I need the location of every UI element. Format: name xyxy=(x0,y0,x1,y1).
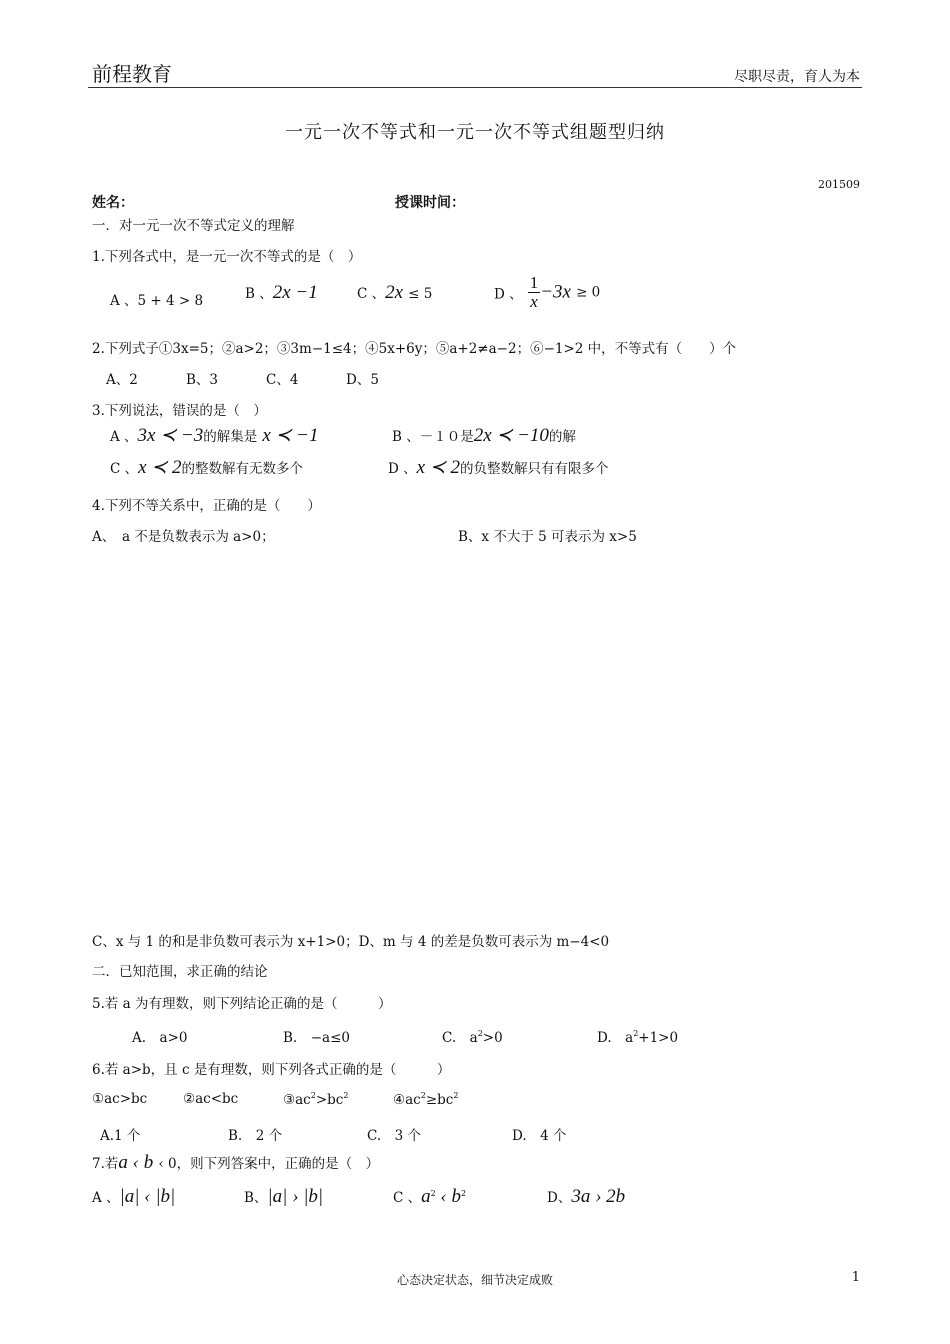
time-field-label: 授课时间： xyxy=(395,195,465,211)
header-motto: 尽职尽责，育人为本 xyxy=(734,69,860,85)
q5-stem: 5.若 a 为有理数，则下列结论正确的是（ ） xyxy=(92,996,392,1012)
q6-item-2: ②ac<bc xyxy=(183,1091,239,1107)
q4-option-a: A、 a 不是负数表示为 a>0； xyxy=(92,529,275,545)
q3-option-a-label: A 、 xyxy=(110,429,138,445)
q3-option-c-label: C 、 xyxy=(110,461,139,477)
q6-item-4-mid: ≥bc xyxy=(425,1092,454,1108)
q1-option-b-label: B 、 xyxy=(245,286,273,302)
q4-option-b: B、x 不大于 5 可表示为 x>5 xyxy=(458,529,637,545)
q1-option-c-rest: ≤ 5 xyxy=(408,286,433,302)
q3-option-c-rest: 的整数解有无数多个 xyxy=(181,461,303,477)
q7-option-c-label: C 、 xyxy=(393,1190,422,1206)
q5-option-c-exponent: 2 xyxy=(477,1029,483,1038)
section-2-heading: 二．已知范围，求正确的结论 xyxy=(92,964,268,980)
q1-option-b xyxy=(245,282,318,304)
q3-option-a-math: 3x ≺ −3 xyxy=(137,425,204,446)
q7-option-c-math-mid: ‹ b xyxy=(435,1186,462,1207)
header-divider xyxy=(88,87,862,88)
q1-option-a: A 、5 + 4 > 8 xyxy=(110,293,204,309)
q7-stem-post: ‹ 0，则下列答案中，正确的是（ ） xyxy=(158,1156,380,1172)
name-field-label: 姓名： xyxy=(92,195,134,211)
q7-stem-pre: 7.若 xyxy=(92,1156,119,1172)
q3-option-d-label: D 、 xyxy=(388,461,417,477)
document-code: 201509 xyxy=(818,178,860,191)
q6-item-3-exponent-2: 2 xyxy=(343,1091,349,1100)
q6-item-3 xyxy=(283,1091,348,1108)
q3-option-a-math2: x ≺ −1 xyxy=(262,425,319,446)
q5-option-c xyxy=(442,1026,503,1046)
q6-stem: 6.若 a>b，且 c 是有理数，则下列各式正确的是（ ） xyxy=(92,1062,451,1078)
q7-option-b-label: B、 xyxy=(244,1190,268,1206)
q3-option-d-rest: 的负整数解只有有限多个 xyxy=(459,461,609,477)
q6-item-4-pre: ④ac xyxy=(393,1092,421,1108)
q1-option-c-label: C 、 xyxy=(357,286,386,302)
q7-option-b-math: |a| › |b| xyxy=(267,1186,324,1207)
header-brand: 前程教育 xyxy=(92,62,172,86)
q1-option-d-math: −3x xyxy=(540,281,571,303)
q3-option-c-math: x ≺ 2 xyxy=(138,457,182,478)
page-number: 1 xyxy=(851,1270,860,1285)
q3-option-b-math: 2x ≺ −10 xyxy=(473,425,549,446)
q3-option-d-math: x ≺ 2 xyxy=(416,457,460,478)
q7-option-d xyxy=(547,1186,625,1208)
q5-option-b: B. −a≤0 xyxy=(283,1030,350,1046)
q2-stem: 2.下列式子①3x=5；②a>2；③3m−1≤4；④5x+6y；⑤a+2≠a−2；⑥−1>2 中，不等式有（ ）个 xyxy=(92,341,737,357)
q7-option-d-math: 3a › 2b xyxy=(571,1186,626,1207)
q5-option-d xyxy=(597,1026,678,1046)
page-title: 一元一次不等式和一元一次不等式组题型归纳 xyxy=(285,122,665,143)
q7-option-c-exponent-2: 2 xyxy=(461,1189,467,1198)
q2-option-c: C、4 xyxy=(266,372,299,388)
q1-option-b-math: 2x −1 xyxy=(272,282,318,303)
q1-stem: 1.下列各式中，是一元一次不等式的是（ ） xyxy=(92,249,362,265)
q6-option-a: A.1 个 xyxy=(100,1128,141,1144)
q1-option-d-fraction xyxy=(528,274,541,311)
q5-option-d-exponent: 2 xyxy=(633,1029,639,1038)
q6-item-3-mid: >bc xyxy=(315,1092,344,1108)
q4-stem: 4.下列不等关系中，正确的是（ ） xyxy=(92,498,321,514)
q7-option-c-math-pre: a xyxy=(421,1186,431,1207)
q1-option-d xyxy=(494,274,600,311)
fraction-numerator: 1 xyxy=(529,273,539,292)
q3-stem: 3.下列说法，错误的是（ ） xyxy=(92,403,267,419)
q4-option-cd: C、x 与 1 的和是非负数可表示为 x+1>0；D、m 与 4 的差是负数可表示为 m−4<0 xyxy=(92,934,610,950)
q5-option-d-post: +1>0 xyxy=(638,1030,679,1046)
q3-option-b-label: B 、－１０是 xyxy=(392,429,474,445)
q2-option-a: A、2 xyxy=(106,372,138,388)
q7-option-d-label: D、 xyxy=(547,1190,572,1206)
q5-option-c-post: >0 xyxy=(482,1030,503,1046)
q7-stem-math: a ‹ b xyxy=(118,1152,154,1173)
q2-option-d: D、5 xyxy=(346,372,379,388)
q7-option-b xyxy=(244,1186,323,1208)
q5-option-d-pre: D. a xyxy=(597,1030,634,1046)
q7-stem xyxy=(92,1152,379,1174)
q1-option-d-label: D 、 xyxy=(494,286,523,303)
q7-option-c-exponent: 2 xyxy=(430,1189,436,1198)
q6-item-4-exponent: 2 xyxy=(420,1091,426,1100)
q7-option-a-math: |a| ‹ |b| xyxy=(119,1186,176,1207)
fraction-denominator: x xyxy=(530,292,538,311)
q7-option-a xyxy=(92,1186,175,1208)
q5-option-c-pre: C. a xyxy=(442,1030,478,1046)
q1-option-c-math: 2x xyxy=(385,282,404,303)
q3-option-b xyxy=(392,424,576,447)
footer-motto: 心态决定状态，细节决定成败 xyxy=(396,1273,553,1287)
section-1-heading: 一．对一元一次不等式定义的理解 xyxy=(92,218,295,234)
q3-option-a-mid: 的解集是 xyxy=(203,429,258,445)
q1-option-d-rest: ≥ 0 xyxy=(576,284,601,301)
q3-option-a xyxy=(110,424,319,447)
q2-option-b: B、3 xyxy=(186,372,219,388)
q6-item-1: ①ac>bc xyxy=(92,1091,148,1107)
q6-item-4 xyxy=(393,1091,458,1108)
q3-option-c xyxy=(110,456,303,479)
q1-option-c xyxy=(357,282,432,304)
q6-item-4-exponent-2: 2 xyxy=(453,1091,459,1100)
q6-option-d: D. 4 个 xyxy=(512,1128,567,1144)
q5-option-a: A. a>0 xyxy=(132,1030,188,1046)
q3-option-d xyxy=(388,456,608,479)
q6-option-b: B. 2 个 xyxy=(228,1128,283,1144)
q6-item-3-pre: ③ac xyxy=(283,1092,311,1108)
q7-option-a-label: A 、 xyxy=(92,1190,120,1206)
q3-option-b-rest: 的解 xyxy=(548,429,576,445)
q6-item-3-exponent: 2 xyxy=(310,1091,316,1100)
q6-option-c: C. 3 个 xyxy=(367,1128,422,1144)
q7-option-c xyxy=(393,1186,466,1208)
